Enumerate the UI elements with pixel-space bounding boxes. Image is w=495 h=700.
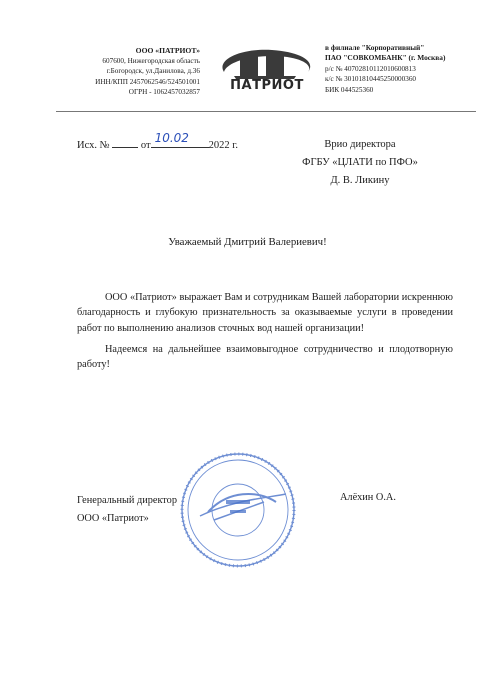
reference-line <box>77 131 238 151</box>
ref-date-label: от <box>140 140 151 151</box>
logo-wordmark: ПАТРИОТ <box>230 78 304 93</box>
signatory-company: ООО «Патриот» <box>77 513 149 524</box>
bank-name: ПАО "СОВКОМБАНК" (г. Москва) <box>325 53 446 63</box>
bank-bik: БИК 044525360 <box>325 85 374 94</box>
ref-number-label: Исх. № <box>77 140 110 151</box>
company-address-1: 607600, Нижегородская область <box>102 57 200 66</box>
ref-number-blank <box>112 137 138 148</box>
header-divider <box>56 111 476 112</box>
signatory-title <box>77 492 177 528</box>
company-name: ООО «ПАТРИОТ» <box>135 46 200 55</box>
addressee-organization: ФГБУ «ЦЛАТИ по ПФО» <box>302 157 418 168</box>
company-inn-kpp: ИНН/КПП 2457062546/524501001 <box>95 77 200 86</box>
body-paragraph-2: Надеемся на дальнейшее взаимовыгодное сотрудничество и плодотворную работу! <box>77 343 453 371</box>
greeting: Уважаемый Дмитрий Валериевич! <box>168 236 327 248</box>
signatory-position: Генеральный директор <box>77 495 177 506</box>
ref-date-blank <box>151 131 209 148</box>
signatory-name: Алёхин О.А. <box>340 492 396 503</box>
addressee-position: Врио директора <box>324 139 396 150</box>
company-details <box>60 46 200 97</box>
ref-year: 2022 г. <box>208 140 238 151</box>
bank-rs: р/с № 40702810112010600813 <box>325 64 416 73</box>
bank-details <box>325 43 475 95</box>
patriot-logo-icon <box>210 42 320 102</box>
body-paragraph-1: ООО «Патриот» выражает Вам и сотрудникам Вашей лаборатории искреннюю благодарность и глубокую признательность за оказываемые услуги в проведении работ по выполнению анализов сточных вод нашей организации! <box>77 292 453 334</box>
bank-ks: к/с № 30101810445250000360 <box>325 75 417 84</box>
company-address-2: г.Богородск, ул.Данилова, д.36 <box>106 67 200 76</box>
letter-body <box>77 290 453 372</box>
bank-branch: в филиале "Корпоративный" <box>325 43 425 52</box>
company-ogrn: ОГРН - 1062457032857 <box>128 87 200 96</box>
company-seal-icon <box>178 450 298 570</box>
addressee-block <box>290 136 430 190</box>
ref-date-handwritten: 10.02 <box>154 131 189 145</box>
addressee-name: Д. В. Ликину <box>330 175 390 186</box>
